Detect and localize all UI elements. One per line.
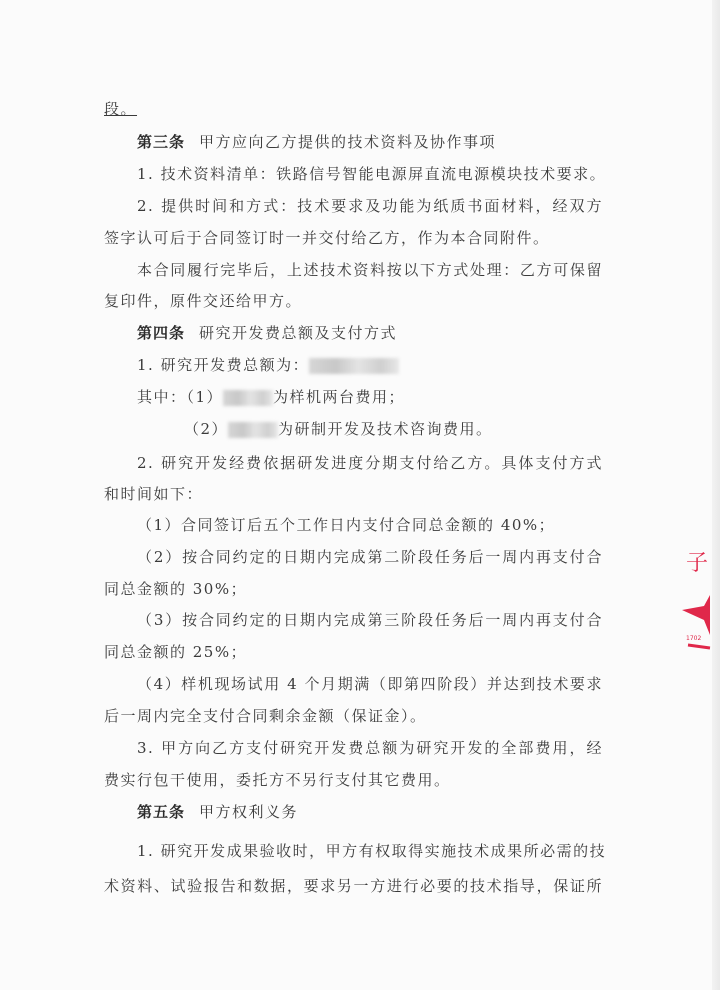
paragraph-line: 和时间如下： [104, 485, 204, 503]
section-5-heading [137, 801, 298, 823]
redacted-amount [223, 390, 273, 406]
paragraph-line: 1. 研究开发成果验收时，甲方有权取得实施技术成果所必需的技 [137, 842, 607, 860]
paragraph-line: （3）按合同约定的日期内完成第三阶段任务后一周内再支付合 [137, 611, 603, 629]
red-seal-stamp [680, 540, 712, 652]
page-edge [712, 0, 720, 990]
total-fee-label: 1. 研究开发费总额为： [137, 356, 310, 374]
paragraph-line: 同总金额的 25%； [104, 643, 248, 661]
redacted-amount [228, 422, 278, 438]
paragraph-line: 复印件，原件交还给甲方。 [104, 292, 303, 310]
paragraph-line: （2）按合同约定的日期内完成第二阶段任务后一周内再支付合 [137, 548, 603, 566]
paragraph-line: 本合同履行完毕后，上述技术资料按以下方式处理：乙方可保留 [137, 261, 603, 279]
paragraph-line: 术资料、试验报告和数据，要求另一方进行必要的技术指导，保证所 [104, 877, 603, 895]
redacted-amount [309, 358, 399, 374]
paragraph-line: （4）样机现场试用 4 个月期满（即第四阶段）并达到技术要求 [137, 675, 603, 693]
paragraph-line: 费实行包干使用，委托方不另行支付其它费用。 [104, 771, 451, 789]
section-title: 甲方权利义务 [199, 803, 299, 821]
item-text: 为样机两台费用； [273, 388, 406, 406]
item-text: 为研制开发及技术咨询费用。 [278, 420, 493, 438]
paragraph-line: （1）合同签订后五个工作日内支付合同总金额的 40%； [137, 516, 556, 534]
paragraph-line: 1. 技术资料清单：铁路信号智能电源屏直流电源模块技术要求。 [137, 165, 607, 183]
paragraph-line: 签字认可后于合同签订时一并交付给乙方，作为本合同附件。 [104, 229, 550, 247]
continued-text: 段。 [104, 100, 138, 118]
paragraph-line: 2. 提供时间和方式：技术要求及功能为纸质书面材料，经双方 [137, 197, 603, 215]
section-number: 第三条 [137, 133, 186, 151]
section-3-heading [137, 131, 496, 153]
svg-text:1702: 1702 [686, 635, 702, 642]
paragraph-line: 同总金额的 30%； [104, 580, 248, 598]
paragraph-line: 2. 研究开发经费依据研发进度分期支付给乙方。具体支付方式 [137, 454, 603, 472]
paragraph-line [137, 354, 399, 376]
svg-text:子: 子 [686, 551, 709, 576]
section-title: 甲方应向乙方提供的技术资料及协作事项 [199, 133, 497, 151]
paragraph-line: 3. 甲方向乙方支付研究开发费总额为研究开发的全部费用，经 [137, 739, 603, 757]
section-number: 第五条 [137, 803, 186, 821]
section-number: 第四条 [137, 324, 186, 342]
section-title: 研究开发费总额及支付方式 [199, 324, 398, 342]
paragraph-line: 后一周内完全支付合同剩余金额（保证金）。 [104, 707, 427, 725]
item-label: 其中：（1） [137, 388, 224, 406]
section-4-heading [137, 322, 397, 344]
paragraph-line [137, 386, 405, 408]
paragraph-line [184, 418, 493, 440]
item-label: （2） [184, 420, 229, 438]
